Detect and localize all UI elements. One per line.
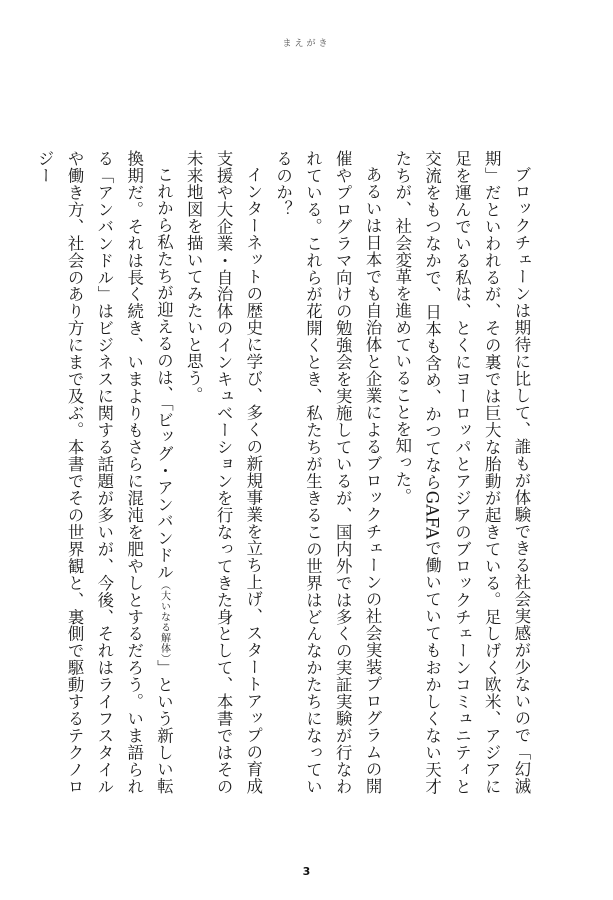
paragraph: ブロックチェーンは期待に比して、誰もが体験できる社会実感が少ないので「幻滅期」だといわれるが、その裏では巨大な胎動が起きている。足しげく欧米、アジアに足を運んでいる私は、とくにヨーロッパとアジアのブロックチェーンコミュニティと交流をもつなかで、日本も含め、かつてならGAFAで働いていてもおかしくない天才たちが、社会変革を進めていることを知った。 [392, 150, 531, 795]
paragraph [29, 150, 178, 795]
paragraph-text: 」という新しい転換期だ。それは長く続き、いまよりもさらに混沌を肥やしとするだろう。いま語られる「アンバンドル」はビジネスに関する話題が多いが、今後、それはライフスタイルや働き方、社会のあり方にまで及ぶ。本書でその世界観と、裏側で駆動するテクノロジー [35, 150, 174, 795]
body-text [35, 150, 536, 795]
annotation-note: （大いなる解体） [158, 580, 170, 660]
paragraph: あるいは日本でも自治体と企業によるブロックチェーンの社会実装プログラムの開催やプログラマ向けの勉強会を実施しているが、国内外では多くの実証実験が行なわれている。これらが花開くとき、私たちが生きるこの世界はどんなかたちになっているのか？ [273, 150, 383, 795]
page-number: 3 [302, 865, 311, 878]
running-head: まえがき [282, 39, 331, 49]
paragraph: インターネットの歴史に学び、多くの新規事業を立ち上げ、スタートアップの育成支援や大企業・自治体のインキュベーションを行なってきた身として、本書ではその未来地図を描いてみたいと思う。 [184, 150, 263, 795]
paragraph-text: これから私たちが迎えるのは、「ビッグ・アンバンドル [154, 166, 174, 581]
